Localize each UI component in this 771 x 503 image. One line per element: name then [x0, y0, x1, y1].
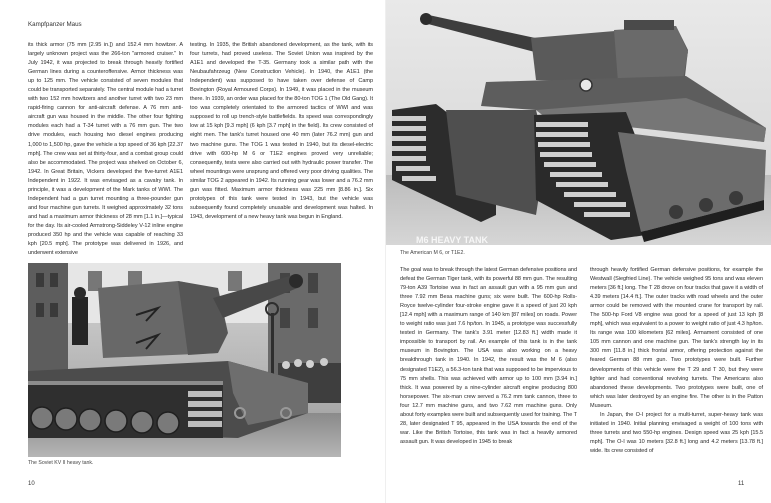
paragraph: testing. In 1935, the British abandoned development, as the tank, with its four turrets, had proved useless. The Soviet Union was inspired by the A1E1 and developed the T-35. Germany took a similar path with the Neubaufahrzeug (New Construction Vehicle). In 1940, the A1E1 (the Independent) was supposed to have taken over defense of Camp Bovington (Royal Armoured Corps). In 1949, it was placed in the museum there. In 1939, an order was placed for the 80-ton TOG 1 (The Old Gang). It too was completely orientated to the armored tactics of WWI and was supposed to roll up trench-style battlefields. Its speed was correspondingly low at 15 kph [9.3 mph] (6 kph [3.7 mph] in the field). Its crew consisted of eight men. The tank's turret housed one 40 mm (later 76.2 mm) gun and two machine guns. The TOG 1 was tested in 1940, but its diesel-electric drive with 600-hp M 6 or T1E2 engines proved very unreliable; consequently, tests were also carried out with hydraulic power transfer. The wheel mountings were unsprung and offered very poor driving qualities. The similar TOG 2 appeared in 1942. Its running gear was lower and a 76.2 mm gun was fitted. Maximum armor thickness was 225 mm [8.86 in.]. Six prototypes of this tank were tested in 1943, but the vehicle was subsequently found completely unusable and development was halted. In 1943, development of a new heavy tank was begun in England. [190, 42, 373, 220]
m6-tank-image-icon [386, 0, 771, 245]
right-page [386, 0, 771, 503]
paragraph: its thick armor (75 mm [2.95 in.]) and 152.4 mm howitzer. A largely unknown project was the 266-ton "armored cruiser." In July 1942, it was projected to break through heavily fortified German lines during a counteroffensive. Armor thickness was up to 125 mm. The vehicle consisted of seven modules that could be transported separately. The central module had a turret with two 152 mm howitzers and another turret with two 23 mm rapid-firing cannon for anti-aircraft defense. A 76 mm anti-aircraft gun was housed in the middle. The other four fighting modules each had a T-34 turret with a 76 mm gun. The two drive modules, each housing two diesel engines producing 1,000 to 1,500 hp, gave the vehicle a top speed of 36 kph [22.37 mph]. The crew was set at thirty-four, and a combat group could also be accommodated. The project was shelved on October 6, 1942. In Great Britain, Vickers developed the five-turret A1E1 Independent in 1922. It was envisaged as a cavalry tank. In principle, it was a development of the Mark tanks of WWI. The Independent had a gun turret mounting a three-pounder gun and four machine gun turrets. It weighed approximately 32 tons and had a maximum armor thickness of 28 mm [1.1 in.]—typical for the day. Its air-cooled Armstrong-Siddeley V-12 inline engine produced 350 hp and the vehicle was capable of reaching 33 kph [20.5 mph]. The prototype was delivered in 1926, and underwent extensive [28, 42, 184, 257]
kv2-tank-photo [28, 263, 341, 457]
left-page-column-1 [28, 41, 183, 258]
m6-tank-photo [386, 0, 771, 245]
photo-overlay-text: M6 HEAVY TANK [416, 235, 489, 245]
page-number-right: 11 [738, 481, 745, 487]
running-head: Kampfpanzer Maus [28, 21, 82, 28]
kv2-tank-image-icon [28, 263, 341, 457]
paragraph: through heavily fortified German defensive positions, for example the Westwall (Siegfried Line). The vehicle weighed 95 tons and was eleven meters [36 ft.] long. The T 28 drove on four tracks that gave it a width of 4.39 meters [14.4 ft.]. The outer tracks with road wheels and the outer armor could be removed with the mounted crane for transport by rail. The 500-hp Ford V8 engine was good for a speed of just 13 kph [8 mph], which was equivalent to a power to weight ratio of just 4.3 hp/ton. Its range was 100 kilometers [62 miles]. Armament consisted of one 105 mm cannon and one machine gun. The tank's strength lay in its 300 mm [11.8 in.] thick frontal armor, offering protection against the feared German 88 mm gun. Two prototypes were built. Further developments of this vehicle were the T 29 and T 30, but they were lighter and had conventional revolving turrets. The Americans also abandoned these developments. Two prototypes were built, one of which was later destroyed by an engine fire. The other is in the Patton Museum. [590, 267, 763, 409]
right-page-column-2 [590, 266, 763, 456]
paragraph: In Japan, the O-I project for a multi-turret, super-heavy tank was initiated in 1940. Initial planning envisaged a weight of 100 tons with three turrets and two 550-hp engines. Design speed was 25 kph [15.5 mph]. The O-I was 10 meters [32.8 ft.] long and 4.2 meters [13.78 ft.] wide. Its crew consisted of [590, 411, 763, 454]
m6-photo-caption: The American M 6, or T1E2. [400, 250, 465, 256]
paragraph: The goal was to break through the latest German defensive positions and defeat the German Tiger tank, with its powerful 88 mm gun. The resulting 79-ton A39 Tortoise was in fact an assault gun with a 95 mm gun and three 7.92 mm Besa machine guns; six were built. The 600-hp Rolls-Royce twelve-cylinder four-stroke engine gave it a speed of just 20 kph [12.4 mph] with a maximum range of 140 km [87 miles] on roads. Power to weight ratio was just 7.6 hp/ton. In 1945, a prototype was successfully tested in Germany. The tank's 3.91 meter [12.83 ft.] width made it impossible to transport by rail. An example of this tank is in the tank museum in Bovington. The USA was also working on a heavy breakthrough tank in 1940. In 1942, the result was the M 6 (also designated T1E2), a 56.3-ton tank that was supposed to be impervious to 75 mm shells. This was achieved with armor up to 100 mm [3.94 in.] thick. It was powered by a nine-cylinder aircraft engine producing 800 horsepower. The six-man crew served a 76.2 mm tank cannon, three to four 12.7 mm machine guns, and two 7.62 mm machine guns. Only about forty examples were built and subsequently used for training. The T 28, later designated T 95, appeared in the USA towards the end of the war. Like the British Tortoise, this tank was in fact a heavily armored assault gun. It was developed in 1945 to break [400, 267, 577, 445]
left-page-column-2 [190, 41, 373, 222]
kv2-photo-caption: The Soviet KV II heavy tank. [28, 460, 94, 466]
page-number-left: 10 [28, 481, 35, 487]
right-page-column-1 [400, 266, 577, 447]
